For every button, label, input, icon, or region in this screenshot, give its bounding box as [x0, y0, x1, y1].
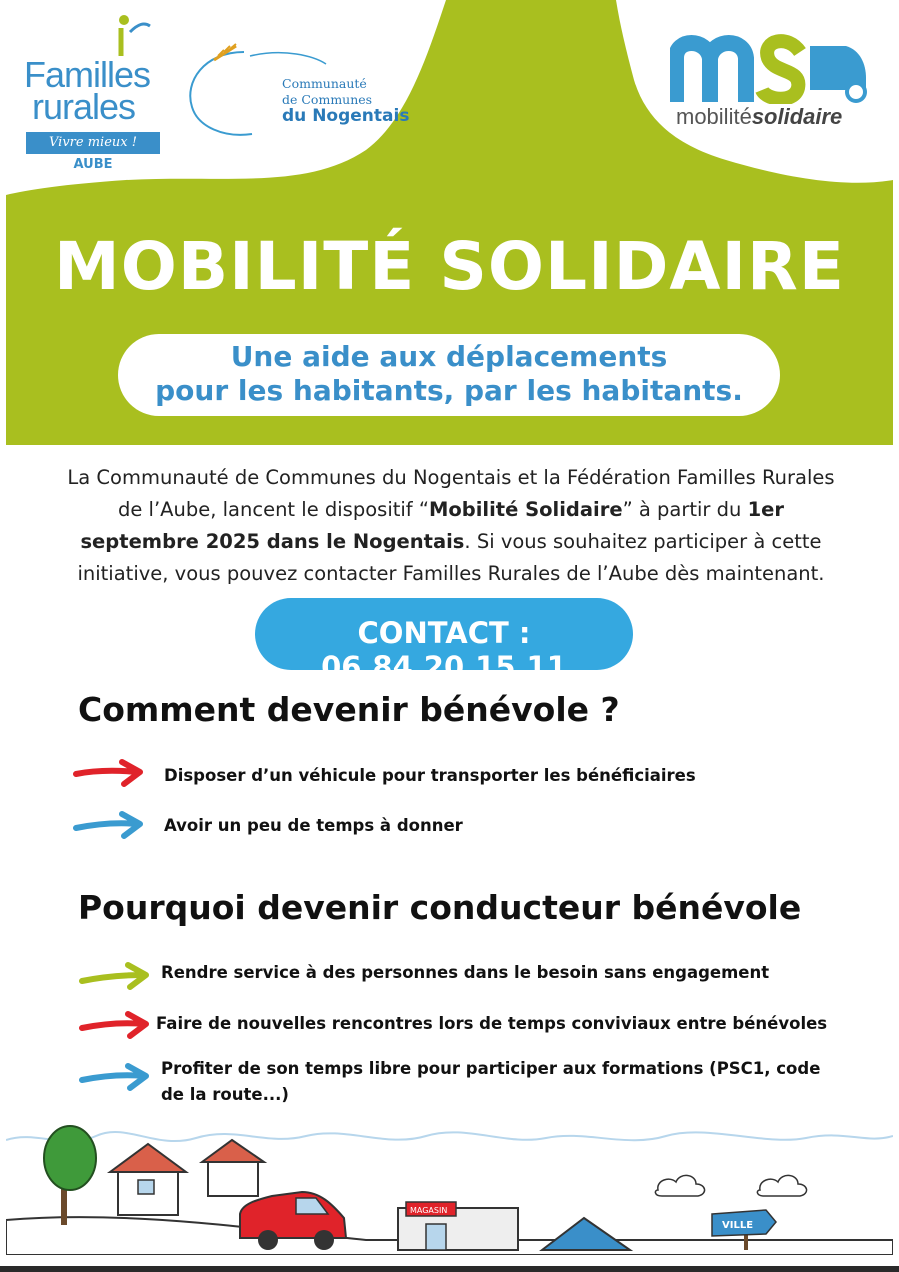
flyer-page	[6, 0, 893, 1255]
shop-icon	[398, 1202, 518, 1250]
cc-line1: Communauté	[282, 76, 367, 91]
list-item	[6, 955, 893, 995]
list-item	[6, 808, 893, 848]
familles-rurales-logo	[24, 14, 164, 172]
logo-word-rurales: rurales	[32, 86, 136, 127]
logo-word-familles: Familles	[24, 54, 151, 95]
page-title: MOBILITÉ SOLIDAIRE	[54, 228, 845, 305]
arrow-icon	[78, 959, 156, 993]
intro-bold-1: Mobilité Solidaire	[428, 498, 623, 521]
subtitle-banner	[118, 334, 780, 416]
list-item-text: Profiter de son temps libre pour participer aux formations (PSC1, code de la route...)	[161, 1059, 821, 1104]
subtitle-line-1: Une aide aux déplacements	[230, 340, 668, 373]
list-item	[6, 756, 893, 796]
ms-wordmark	[676, 104, 842, 130]
section-heading-driver: Pourquoi devenir conducteur bénévole	[78, 888, 802, 927]
village-scene-illustration	[6, 1110, 893, 1255]
viewer-bottom-strip	[0, 1266, 899, 1272]
list-item-text: Rendre service à des personnes dans le besoin sans engagement	[161, 963, 770, 982]
tree-icon	[44, 1126, 96, 1225]
ms-word-regular: mobilité	[676, 104, 752, 129]
cc-line2: de Communes	[282, 92, 373, 107]
shop-sign-text: MAGASIN	[410, 1206, 448, 1215]
contact-banner[interactable]	[255, 598, 633, 684]
intro-text-1: La Communauté de Communes du Nogentais et la Fédération Familles Rurales de l’Aube, lancent le dispositif “	[67, 466, 835, 521]
cc-line3: du Nogentais	[282, 106, 410, 126]
list-item-text: Avoir un peu de temps à donner	[164, 816, 463, 835]
ms-car-icon	[670, 28, 870, 104]
arrow-icon	[78, 1008, 156, 1042]
logo-tagline: Vivre mieux !	[26, 132, 160, 154]
road-sign-text: VILLE	[722, 1220, 754, 1231]
ms-word-bold: solidaire	[751, 104, 843, 129]
intro-text-2: ” à partir du	[622, 498, 748, 521]
logo-region: AUBE	[73, 157, 113, 172]
arrow-icon	[72, 756, 150, 790]
house-icon	[202, 1140, 264, 1196]
list-item	[6, 1056, 893, 1112]
communaute-communes-logo	[184, 42, 414, 142]
intro-paragraph	[66, 462, 836, 590]
contact-phone[interactable]: CONTACT : 06.84.20.15.11	[321, 616, 567, 684]
mobilite-solidaire-logo	[666, 28, 876, 138]
list-item-text: Faire de nouvelles rencontres lors de temps conviviaux entre bénévoles	[156, 1014, 828, 1033]
house-icon	[110, 1144, 186, 1215]
intro-text-3: . Si vous souhaitez participer à cette initiative, vous pouvez contacter Familles Rurales de l’Aube dès maintenant.	[77, 530, 825, 585]
section-heading-volunteer: Comment devenir bénévole ?	[78, 690, 620, 729]
list-item-text: Disposer d’un véhicule pour transporter les bénéficiaires	[164, 766, 696, 785]
arrow-icon	[72, 808, 150, 842]
cloud-icon	[655, 1175, 806, 1196]
figure-icon	[94, 14, 154, 58]
list-item	[6, 1006, 893, 1046]
arrow-icon	[78, 1060, 156, 1094]
intro-bold-2: 1er septembre 2025 dans le Nogentais	[80, 498, 785, 553]
subtitle-line-2: pour les habitants, par les habitants.	[155, 374, 743, 407]
rooftop-icon	[542, 1218, 630, 1250]
